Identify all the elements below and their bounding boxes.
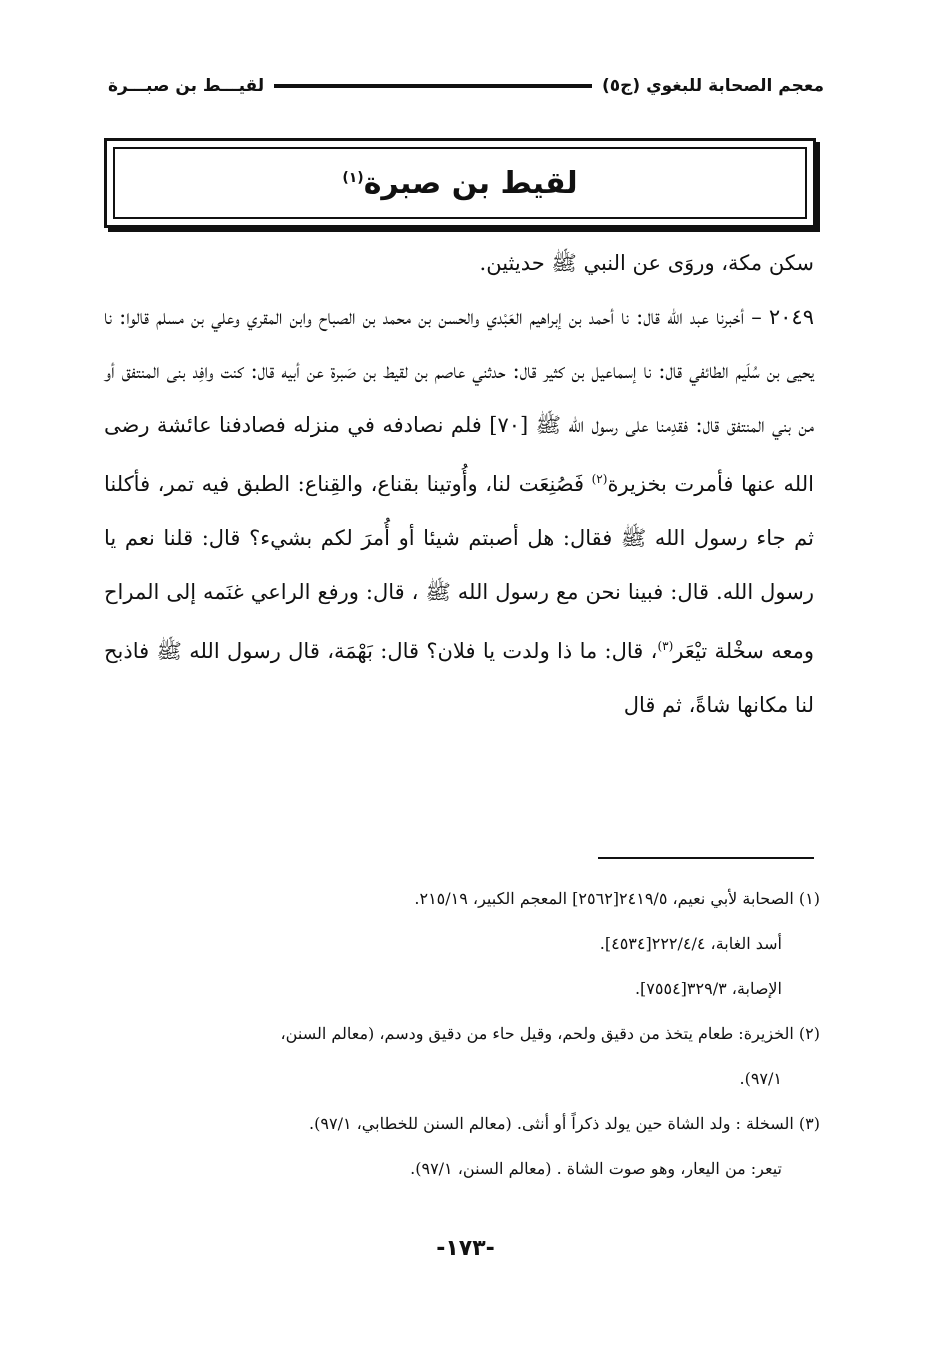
footnote-ref-3: (٣) [657,639,674,653]
section-title [342,166,577,201]
footnote-separator [598,857,814,859]
footnotes [110,876,820,1191]
running-header [108,68,824,104]
footnote-ref-1: (١) [342,169,364,186]
book-title: معجم الصحابة للبغوي (ج٥) [601,76,824,96]
section-title-frame [113,147,807,219]
entry-title: لقيـــط بن صبـــرة [108,76,265,96]
page-number: -١٧٣- [436,1236,495,1261]
footnote-ref-2: (٢) [591,472,608,486]
footnote-1: (١) الصحابة لأبي نعيم، ٢٤١٩/٥[٢٥٦٢] المعجم الكبير، ٢١٥/١٩. [414,889,820,908]
hadith-text-part-1: ٢٠٤٩ – أخبرنا عبد الله قال: نا أحمد بن إبراهيم العَبْدي والحسن بن محمد بن الصباح وابن المقري وعلي بن مسلم قالوا: نا يحيى بن سُلَيم الطائفي قال: نا إسماعيل بن كثير قال: حدثني عاصم بن لقيط بن صَبرة عن أبيه قال: كنت وافِد بنى المنتفق أو من بني المنتفق قال: فقدِمنا على رسول الله ﷺ [٧٠] فلم نصادفه في منزله فصادفنا عائشة رضى الله عنها فأمرت بخزيرة [104,305,814,496]
hadith-text-part-2: فَصُنِعَت لنا، وأُوتينا بقناع، والقِناع: الطبق فيه تمر، فأكلنا ثم جاء رسول الله ﷺ فقال: هل أصبتم شيئا أو أُمرَ لكم بشيء؟ قال: قلنا نعم يا رسول الله. قال: فبينا نحن مع رسول الله ﷺ ، قال: ورفع الراعي غنَمه إلى المراح ومعه سخْلة تيْعَر [104,472,814,663]
footnote-2: (٢) الخزيرة: طعام يتخذ من دقيق ولحم، وقيل حاء من دقيق ودسم، (معالم السنن، [280,1024,820,1043]
footnote-3-line-2: تيعر: من اليعار، وهو صوت الشاة . (معالم السنن، ٩٧/١). [410,1159,782,1178]
footnote-2-line-2: ٩٧/١). [739,1069,782,1088]
hadith-text-part-3: ، قال: ما ذا ولدت يا فلان؟ قال: بَهْمَة، قال رسول الله ﷺ فاذبح لنا مكانها شاةً، ثم قال [104,639,814,717]
header-rule [274,84,592,88]
hadith-paragraph [104,290,814,732]
footnote-1-line-2: أسد الغابة، ٢٢٢/٤/٤[٤٥٣٤]. [599,934,782,953]
section-title-box [104,138,816,228]
body-text [104,236,814,732]
footnote-1-line-3: الإصابة، ٣٢٩/٣[٧٥٥٤]. [634,979,782,998]
intro-paragraph: سكن مكة، وروَى عن النبي ﷺ حديثين. [479,251,814,275]
footnote-3: (٣) السخلة : ولد الشاة حين يولد ذكراً أو أنثى. (معالم السنن للخطابي، ٩٧/١). [309,1114,820,1133]
section-title-text: لقيط بن صبرة [363,165,578,201]
